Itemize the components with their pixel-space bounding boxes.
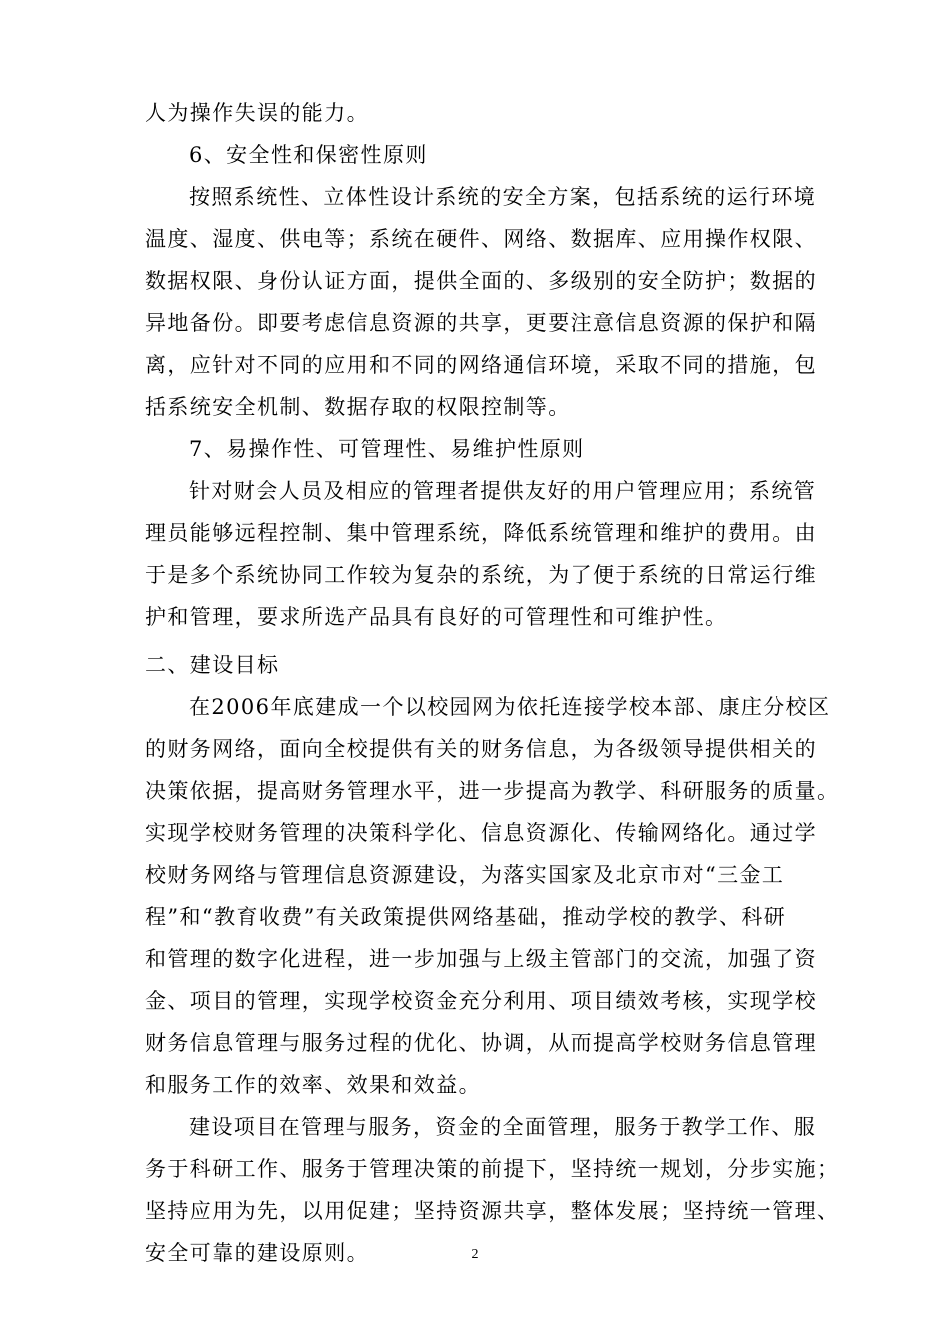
text-line: 的财务网络，面向全校提供有关的财务信息，为各级领导提供相关的 <box>145 737 817 761</box>
text-line: 务于科研工作、服务于管理决策的前提下，坚持统一规划，分步实施； <box>145 1157 840 1181</box>
text-line: 建设项目在管理与服务，资金的全面管理，服务于教学工作、服 <box>189 1115 817 1139</box>
text-line: 在2006年底建成一个以校园网为依托连接学校本部、康庄分校区 <box>189 695 831 719</box>
text-line: 护和管理，要求所选产品具有良好的可管理性和可维护性。 <box>145 605 728 629</box>
text-line: 针对财会人员及相应的管理者提供友好的用户管理应用；系统管 <box>189 479 817 503</box>
page-number: 2 <box>471 1247 479 1262</box>
section-heading: 二、建设目标 <box>145 653 280 677</box>
text-line: 安全可靠的建设原则。 <box>145 1241 369 1265</box>
text-line: 于是多个系统协同工作较为复杂的系统，为了便于系统的日常运行维 <box>145 563 817 587</box>
text-line: 和管理的数字化进程，进一步加强与上级主管部门的交流，加强了资 <box>145 947 817 971</box>
text-line: 坚持应用为先，以用促建；坚持资源共享，整体发展；坚持统一管理、 <box>145 1199 840 1223</box>
text-line: 括系统安全机制、数据存取的权限控制等。 <box>145 395 571 419</box>
text-line: 7、易操作性、可管理性、易维护性原则 <box>189 437 585 461</box>
text-line: 理员能够远程控制、集中管理系统，降低系统管理和维护的费用。由 <box>145 521 817 545</box>
text-line: 离，应针对不同的应用和不同的网络通信环境，采取不同的措施，包 <box>145 353 817 377</box>
text-line: 和服务工作的效率、效果和效益。 <box>145 1073 481 1097</box>
text-line: 异地备份。即要考虑信息资源的共享，更要注意信息资源的保护和隔 <box>145 311 817 335</box>
text-line: 按照系统性、立体性设计系统的安全方案，包括系统的运行环境 <box>189 185 817 209</box>
text-line: 人为操作失误的能力。 <box>145 101 369 125</box>
text-line: 财务信息管理与服务过程的优化、协调，从而提高学校财务信息管理 <box>145 1031 817 1055</box>
document-body <box>145 92 840 1274</box>
text-line: 金、项目的管理，实现学校资金充分利用、项目绩效考核，实现学校 <box>145 989 817 1013</box>
text-line: 校财务网络与管理信息资源建设，为落实国家及北京市对“三金工 <box>145 863 785 887</box>
text-line: 温度、湿度、供电等；系统在硬件、网络、数据库、应用操作权限、 <box>145 227 817 251</box>
text-line: 程”和“教育收费”有关政策提供网络基础，推动学校的教学、科研 <box>145 905 787 929</box>
text-line: 实现学校财务管理的决策科学化、信息资源化、传输网络化。通过学 <box>145 821 817 845</box>
text-line: 决策依据，提高财务管理水平，进一步提高为教学、科研服务的质量。 <box>145 779 840 803</box>
text-line: 6、安全性和保密性原则 <box>189 143 428 167</box>
text-line: 数据权限、身份认证方面，提供全面的、多级别的安全防护；数据的 <box>145 269 817 293</box>
